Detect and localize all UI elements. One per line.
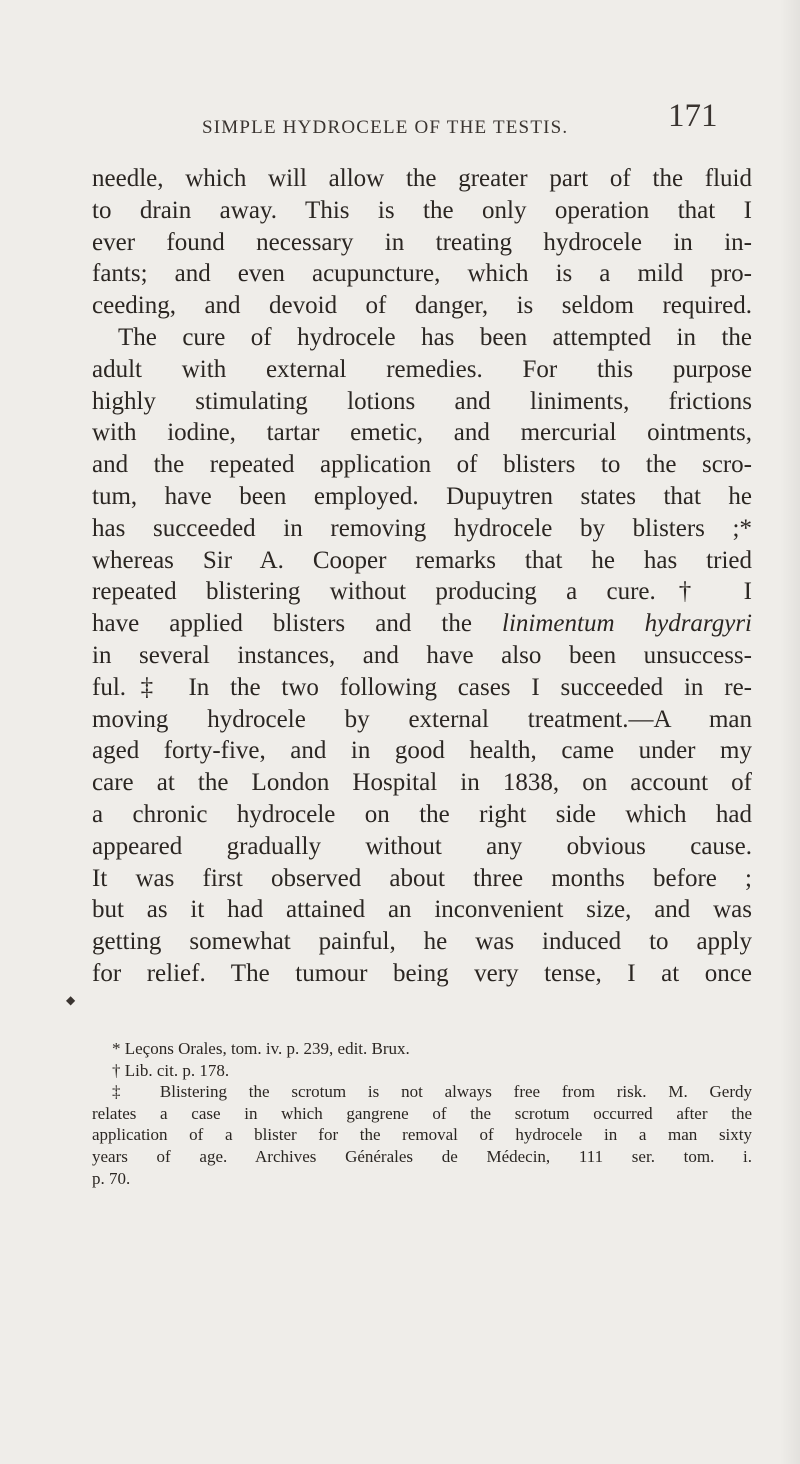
body-line: appeared gradually without any obvious cause. (92, 832, 752, 860)
body-line: care at the London Hospital in 1838, on account of (92, 769, 752, 797)
body-line: ever found necessary in treating hydrocele in in- (92, 228, 752, 256)
body-line: for relief. The tumour being very tense, I at once (92, 959, 752, 987)
body-text (92, 163, 752, 990)
body-line: but as it had attained an inconvenient size, and was (92, 896, 752, 924)
body-line: has succeeded in removing hydrocele by blisters ;* (92, 514, 752, 542)
body-line: whereas Sir A. Cooper remarks that he has tried (92, 546, 752, 574)
body-line: highly stimulating lotions and liniments, frictions (92, 387, 752, 415)
body-line: ceeding, and devoid of danger, is seldom required. (92, 292, 752, 320)
body-line: a chronic hydrocele on the right side which had (92, 800, 752, 828)
body-line: moving hydrocele by external treatment.—A man (92, 705, 752, 733)
body-line-start: have applied blisters and the (92, 610, 503, 638)
running-head-title: SIMPLE HYDROCELE OF THE TESTIS. (202, 117, 569, 138)
body-line: ful.‡ In the two following cases I succeeded in re- (92, 673, 752, 701)
footnotes (92, 1038, 752, 1189)
body-line: needle, which will allow the greater part of the fluid (92, 165, 752, 192)
footnote-1: * Leçons Orales, tom. iv. p. 239, edit. Brux. (112, 1039, 410, 1058)
body-line: to drain away. This is the only operation that I (92, 196, 752, 224)
footnote-2: † Lib. cit. p. 178. (112, 1060, 230, 1080)
body-line-with-italic (92, 608, 752, 640)
body-line: fants; and even acupuncture, which is a mild pro- (92, 260, 752, 288)
body-line: and the repeated application of blisters to the scro- (92, 451, 752, 479)
body-line: The cure of hydrocele has been attempted in the (118, 323, 752, 351)
body-line: It was first observed about three months before ; (92, 864, 752, 892)
body-line: adult with external remedies. For this purpose (92, 355, 752, 383)
page-number: 171 (668, 98, 718, 134)
body-line: with iodine, tartar emetic, and mercurial ointments, (92, 419, 752, 447)
body-line: in several instances, and have also been unsuccess- (92, 641, 752, 669)
footnote-3-cont: p. 70. (92, 1168, 131, 1188)
footnote-3-cont: application of a blister for the removal of hydrocele in a man sixty (92, 1125, 752, 1145)
footnote-3-cont: relates a case in which gangrene of the scrotum occurred after the (92, 1103, 752, 1123)
stray-mark: ◆ (66, 993, 76, 1007)
footnote-3: ‡ Blistering the scrotum is not always free from risk. M. Gerdy (112, 1082, 752, 1102)
page-fold-shadow (780, 0, 800, 1464)
italic-phrase: linimentum hydrargyri (502, 610, 752, 638)
footnote-3-cont: years of age. Archives Générales de Médecin, 111 ser. tom. i. (92, 1146, 752, 1166)
body-line: getting somewhat painful, he was induced to apply (92, 928, 752, 956)
body-line: repeated blistering without producing a cure.† I (92, 578, 752, 606)
body-line: aged forty-five, and in good health, came under my (92, 737, 752, 765)
body-line: tum, have been employed. Dupuytren states that he (92, 482, 752, 510)
